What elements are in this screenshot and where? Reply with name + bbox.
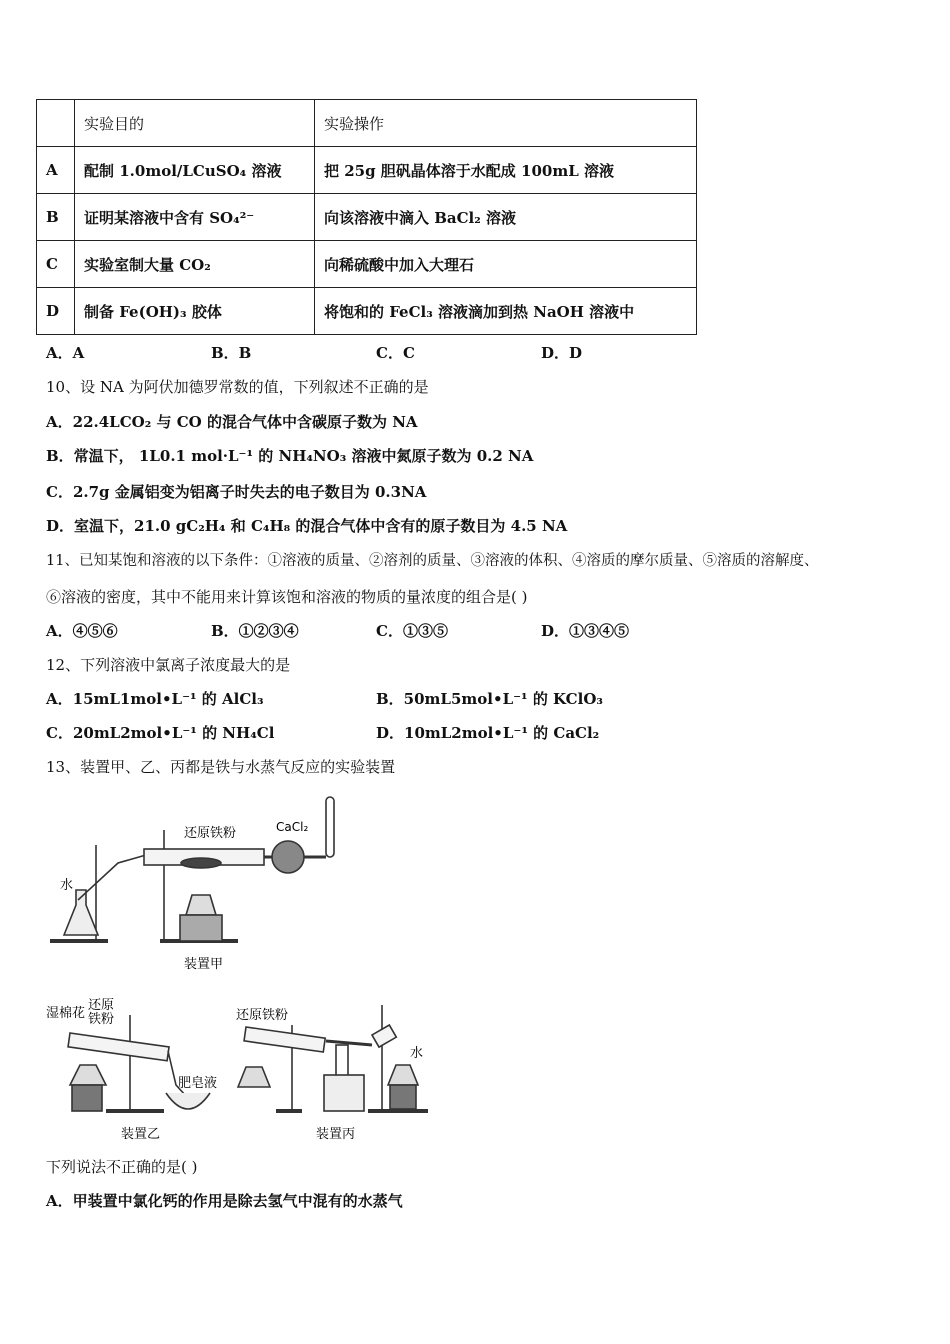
q9-option-a: A．A [46,344,85,362]
row-operation: 向该溶液中滴入 BaCl₂ 溶液 [315,194,697,241]
apparatus-jia-figure [46,785,356,975]
row-purpose: 证明某溶液中含有 SO₄²⁻ [75,194,315,241]
row-operation: 将饱和的 FeCl₃ 溶液滴加到热 NaOH 溶液中 [315,288,697,335]
jia-iron-label: 还原铁粉 [184,826,237,841]
table-header-purpose: 实验目的 [75,100,315,147]
table-row [37,288,697,335]
q9-option-d: D．D [541,344,583,362]
q12-option-b: B．50mL5mol•L⁻¹ 的 KClO₃ [376,690,603,708]
jia-cacl2-label: CaCl₂ [276,820,309,834]
row-key: B [37,194,75,241]
yi-cotton-label: 湿棉花 [46,1006,86,1021]
q11-option-c: C．①③⑤ [376,622,448,640]
table-row [37,194,697,241]
q12-option-d: D．10mL2mol•L⁻¹ 的 CaCl₂ [376,724,600,742]
q11-stem-line1: 11、已知某饱和溶液的以下条件：①溶液的质量、②溶剂的质量、③溶液的体积、④溶质的摩尔质量、⑤溶质的溶解度、 [46,553,819,569]
q11-option-b: B．①②③④ [211,622,299,640]
table-header-key [37,100,75,147]
q13-option-a: A．甲装置中氯化钙的作用是除去氢气中混有的水蒸气 [46,1192,403,1210]
apparatus-yi-figure [46,995,226,1145]
row-operation: 向稀硫酸中加入大理石 [315,241,697,288]
table-row [37,241,697,288]
q11-option-a: A．④⑤⑥ [46,622,118,640]
q10-option-b: B．常温下， 1L0.1 mol·L⁻¹ 的 NH₄NO₃ 溶液中氮原子数为 0.2 NA [46,447,534,465]
table-header-row [37,100,697,147]
bing-title: 装置丙 [316,1127,356,1142]
bing-iron-label: 还原铁粉 [236,1008,289,1023]
q10-option-c: C．2.7g 金属铝变为铝离子时失去的电子数目为 0.3NA [46,483,427,501]
q9-option-b: B．B [211,344,252,362]
table-header-operation: 实验操作 [315,100,697,147]
q9-option-c: C．C [376,344,415,362]
row-key: D [37,288,75,335]
row-purpose: 配制 1.0mol/LCuSO₄ 溶液 [75,147,315,194]
q11-option-d: D．①③④⑤ [541,622,630,640]
q10-option-d: D．室温下，21.0 gC₂H₄ 和 C₄H₈ 的混合气体中含有的原子数目为 4.5 NA [46,517,568,535]
bing-water-label: 水 [410,1046,424,1061]
jia-title: 装置甲 [184,957,224,972]
yi-soap-label: 肥皂液 [178,1076,218,1091]
q10-stem: 10、设 NA 为阿伏加德罗常数的值，下列叙述不正确的是 [46,378,429,396]
q13-question: 下列说法不正确的是( ) [46,1158,198,1176]
jia-water-label: 水 [60,878,74,893]
q11-stem-line2: ⑥溶液的密度，其中不能用来计算该饱和溶液的物质的量浓度的组合是( ) [46,588,528,606]
row-key: A [37,147,75,194]
q13-stem: 13、装置甲、乙、丙都是铁与水蒸气反应的实验装置 [46,758,396,776]
row-key: C [37,241,75,288]
yi-title: 装置乙 [121,1127,161,1142]
row-purpose: 制备 Fe(OH)₃ 胶体 [75,288,315,335]
experiment-table [36,99,697,335]
q12-stem: 12、下列溶液中氯离子浓度最大的是 [46,656,291,674]
yi-iron-label-2: 铁粉 [88,1012,115,1027]
row-operation: 把 25g 胆矾晶体溶于水配成 100mL 溶液 [315,147,697,194]
apparatus-bing-figure [232,995,432,1145]
row-purpose: 实验室制大量 CO₂ [75,241,315,288]
yi-iron-label-1: 还原 [88,998,115,1013]
q10-option-a: A．22.4LCO₂ 与 CO 的混合气体中含碳原子数为 NA [46,413,418,431]
q12-option-a: A．15mL1mol•L⁻¹ 的 AlCl₃ [46,690,264,708]
table-row [37,147,697,194]
q12-option-c: C．20mL2mol•L⁻¹ 的 NH₄Cl [46,724,275,742]
